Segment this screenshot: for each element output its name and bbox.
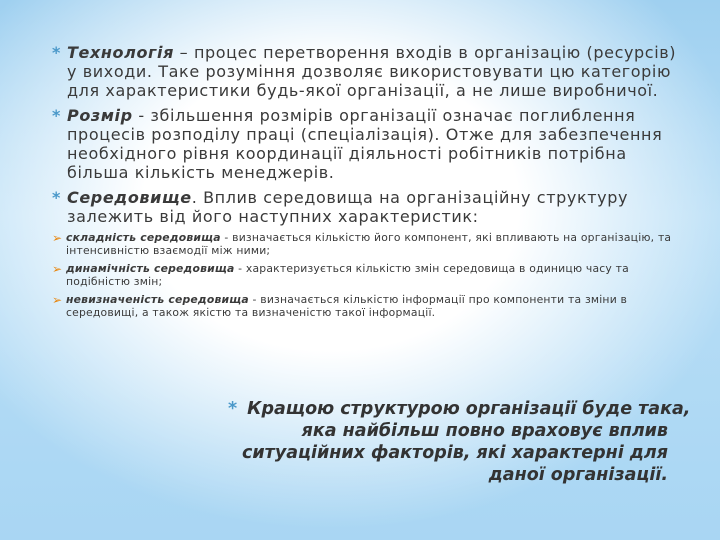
arrow-bullet-icon: ➢	[52, 262, 63, 276]
term-technology: Технологія	[67, 43, 174, 62]
conclusion-text	[228, 398, 691, 486]
desc-technology: процес перетворення входів в організацію (ресурсів) у виходи. Таке розуміння дозволяє використовувати цю категорію для характеристики будь-якої організації, а не лише виробничої.	[67, 43, 677, 100]
sub-item-dynamism: ➢ динамічність середовища - характеризується кількістю змін середовища в одиницю часу та подібністю змін;	[52, 262, 629, 288]
term-uncertainty: невизначеність середовища	[66, 293, 249, 306]
bullet-star-icon: *	[52, 188, 61, 207]
bullet-star-icon: *	[228, 399, 238, 419]
conclusion-line-3: ситуаційних факторів, які характерні для	[242, 443, 668, 463]
arrow-bullet-icon: ➢	[52, 231, 63, 245]
sub-item-complexity: ➢ складність середовища - визначається кількістю його компонент, які впливають на організацію, та інтенсивністю взаємодії між ними;	[52, 231, 672, 257]
term-environment: Середовище	[67, 188, 192, 207]
desc-environment: Вплив середовища на організаційну структуру залежить від його наступних характеристик:	[67, 188, 629, 226]
desc-uncertainty: визначається кількістю інформації про компоненти та зміни в середовищі, а також якістю та визначеністю такої інформації.	[66, 293, 628, 319]
item-size: * Розмір - збільшення розмірів організації означає поглиблення процесів розподілу праці (спеціалізація). Отже для забезпечення необхідного рівня координації діяльності робітників потрібна більша кількість менеджерів.	[52, 106, 663, 182]
item-environment: * Середовище. Вплив середовища на організаційну структуру залежить від його наступних характеристик:	[52, 188, 629, 226]
bullet-star-icon: *	[52, 106, 61, 125]
desc-complexity: визначається кількістю його компонент, які впливають на організацію, та інтенсивністю взаємодії між ними;	[66, 231, 672, 257]
desc-size: збільшення розмірів організації означає поглиблення процесів розподілу праці (спеціалізація). Отже для забезпечення необхідного рівня координації діяльності робітників потрібна більша кількість менеджерів.	[67, 106, 663, 182]
bullet-star-icon: *	[52, 43, 61, 62]
sub-item-uncertainty: ➢ невизначеність середовища - визначається кількістю інформації про компоненти та зміни в середовищі, а також якістю та визначеністю такої інформації.	[52, 293, 628, 319]
desc-dynamism: характеризується кількістю змін середовища в одиницю часу та подібністю змін;	[66, 262, 629, 288]
factor-list	[52, 43, 682, 319]
conclusion-line-1: * Кращою структурою організації буде така,	[228, 399, 691, 419]
conclusion-line-2: яка найбільш повно враховує вплив	[301, 421, 668, 441]
item-technology: * Технологія – процес перетворення входів в організацію (ресурсів) у виходи. Таке розуміння дозволяє використовувати цю категорію для характеристики будь-якої організації, а не лише виробничої.	[52, 43, 677, 100]
term-dynamism: динамічність середовища	[66, 262, 235, 275]
conclusion-line-4: даної організації.	[488, 465, 668, 485]
term-size: Розмір	[67, 106, 133, 125]
arrow-bullet-icon: ➢	[52, 293, 63, 307]
term-complexity: складність середовища	[66, 231, 221, 244]
